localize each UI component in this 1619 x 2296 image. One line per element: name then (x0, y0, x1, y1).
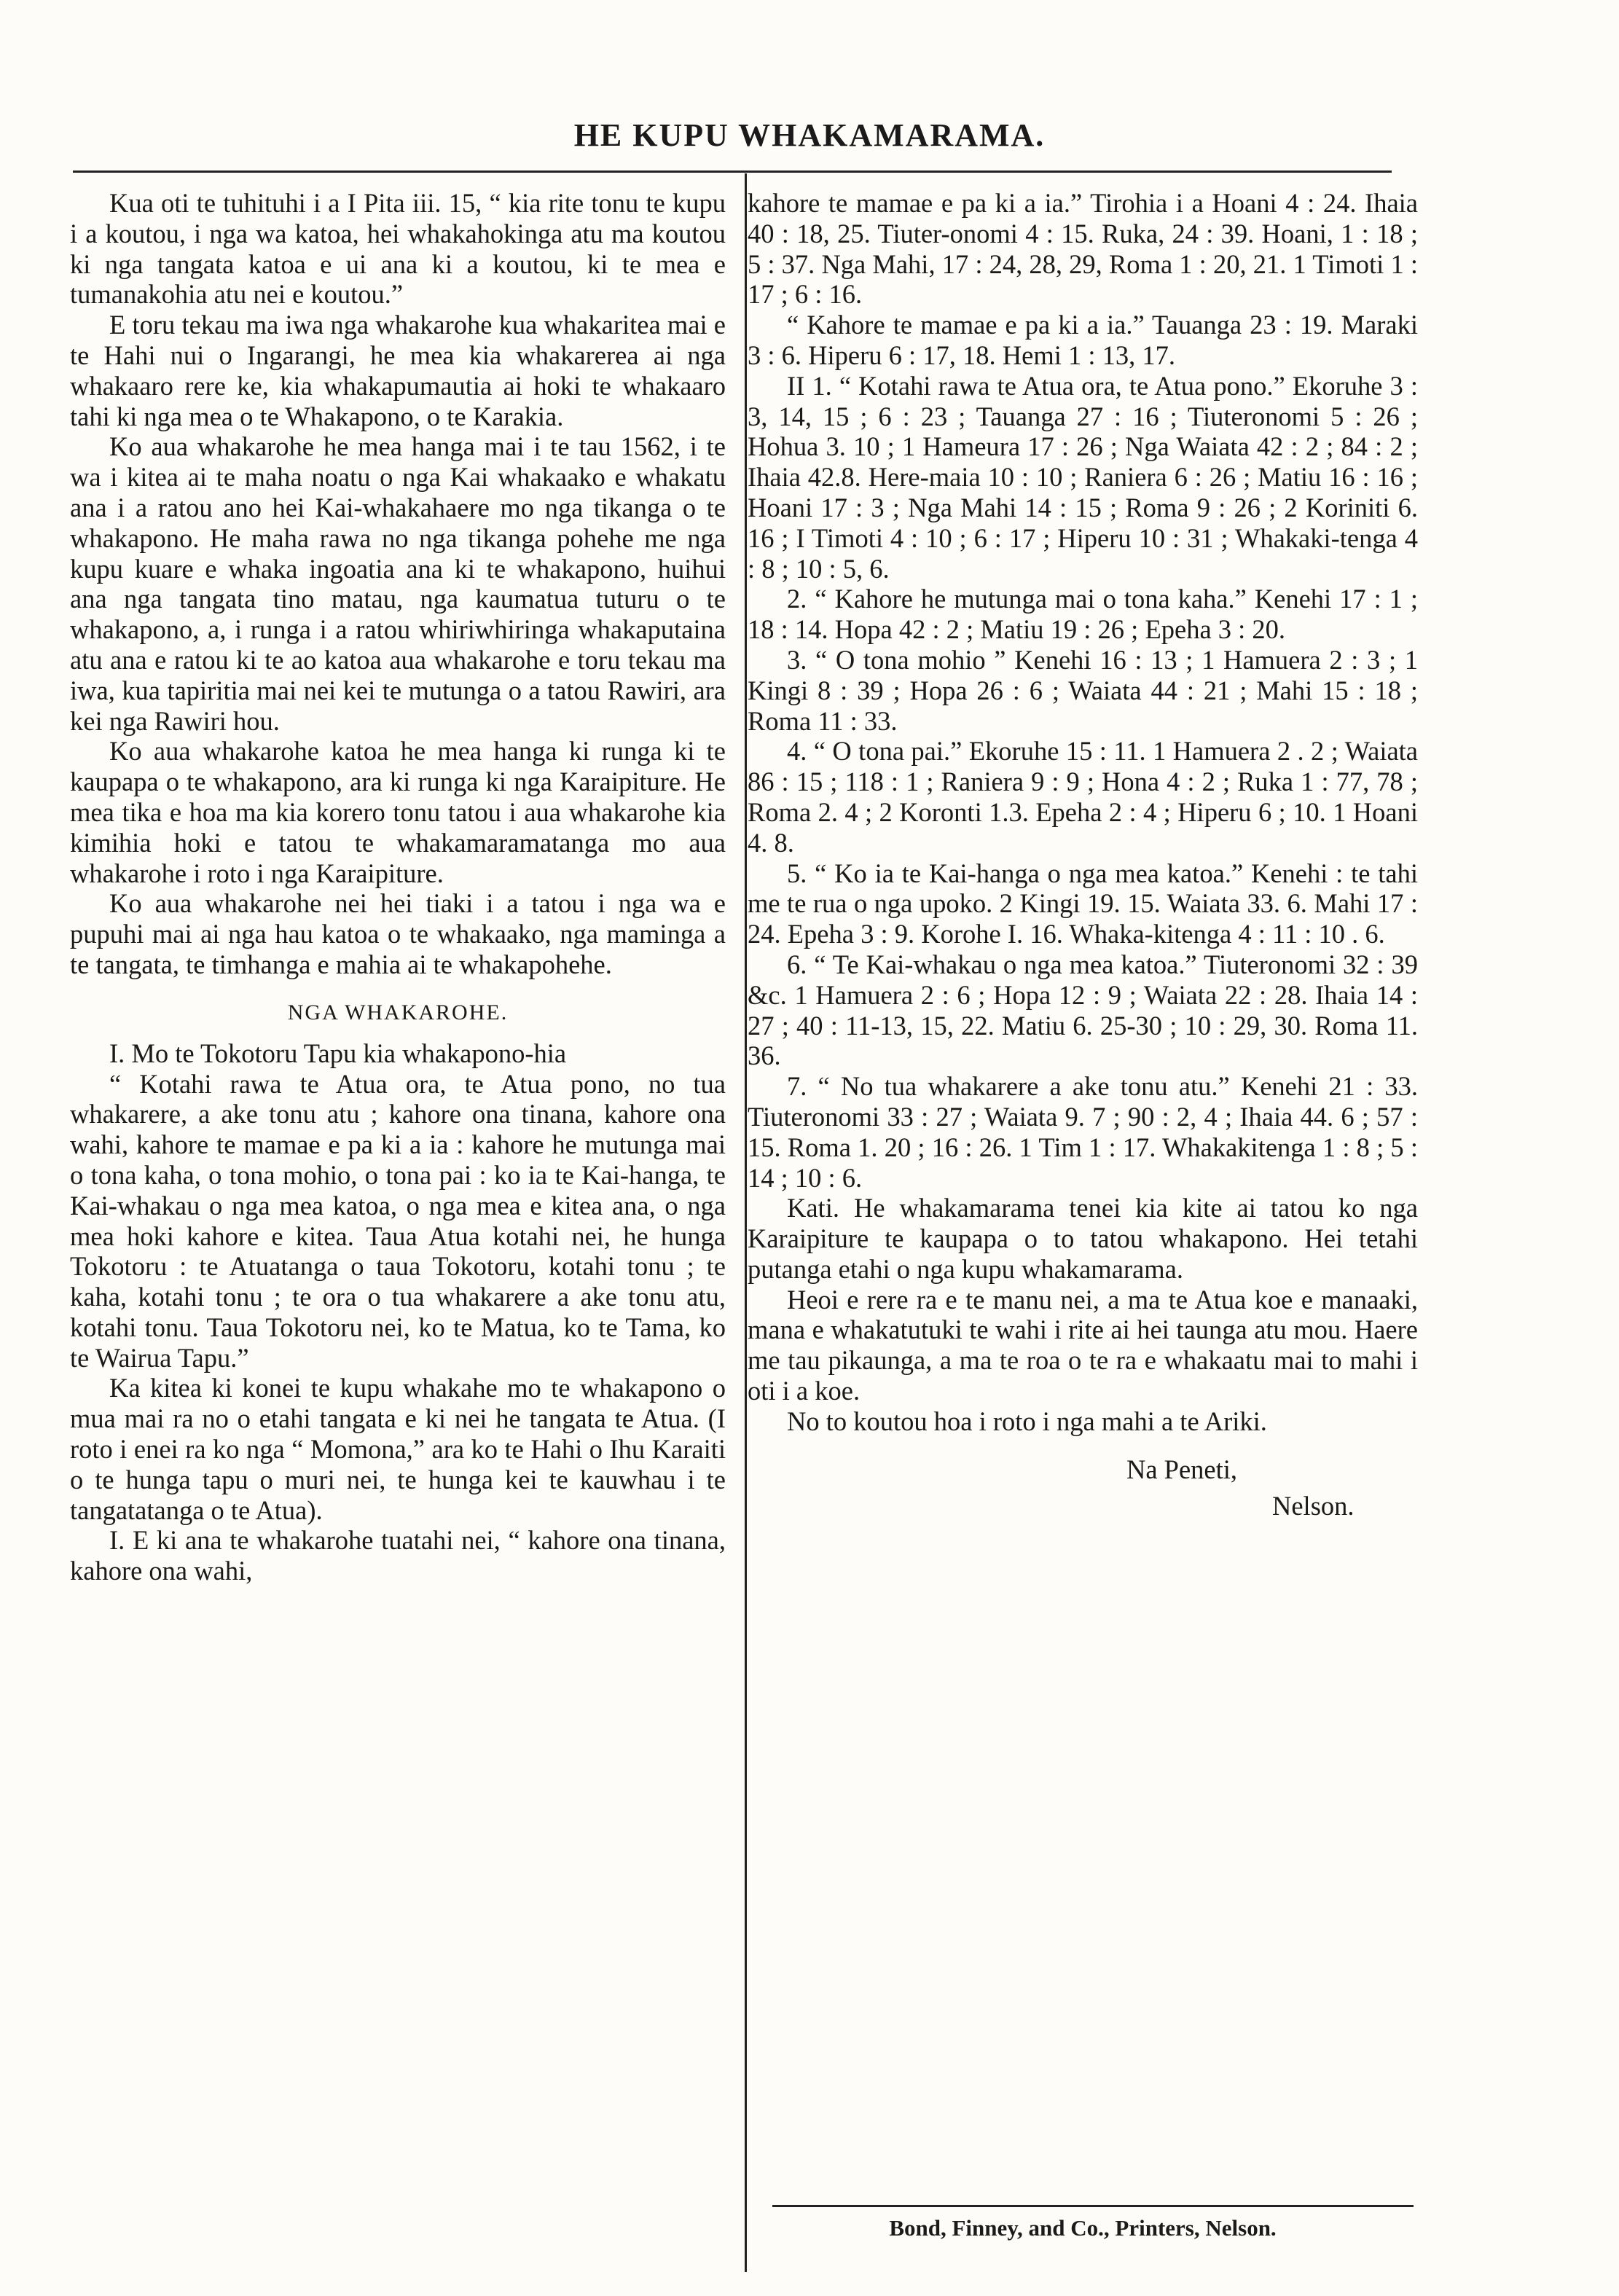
paragraph: I. Mo te Tokotoru Tapu kia whakapono-hia (109, 1038, 567, 1068)
paragraph: “ Kahore te mamae e pa ki a ia.” Tauanga 23 : 19. Maraki 3 : 6. Hiperu 6 : 17, 18. Hemi 1 : 13, 17. (748, 310, 1418, 370)
paragraph: “ Kotahi rawa te Atua ora, te Atua pono, no tua whakarere, a ake tonu atu ; kahore ona tinana, kahore ona wahi, kahore te mamae e pa ki a ia : kahore he mutunga mai o tona kaha, o tona mohio, o tona pai : ko ia te Kai-hanga, te Kai-whakau o nga mea katoa, o nga mea e kitea ana, o nga mea hoki kahore e kitea. Taua Atua kotahi nei, he hunga Tokotoru : te Atuatanga o taua Tokotoru, kotahi tonu ; te kaha, kotahi tonu ; te ora o tua whakarere a ake tonu atu, kotahi tonu. Taua Tokotoru nei, ko te Matua, ko te Tama, ko te Wairua Tapu.” (70, 1068, 726, 1373)
paragraph: Ko aua whakarohe he mea hanga mai i te tau 1562, i te wa i kitea ai te maha noatu o nga Kai whakaako e whakatu ana i a ratou ano hei Kai-whakahaere mo nga tikanga o te whakapono. He maha rawa no nga tikanga pohehe me nga kupu kuare e whaka ingoatia ana ki te whakapono, huihui ana nga tangata tino matau, nga kaumatua tuturu o te whakapono, a, i runga i a ratou whiriwhiringa whakaputaina atu ana e ratou ki te ao katoa aua whakarohe e toru tekau ma iwa, kua tapiritia mai nei kei te mutunga o a tatou Rawiri, ara kei nga Rawiri hou. (70, 431, 726, 736)
paragraph: Ko aua whakarohe katoa he mea hanga ki runga ki te kaupapa o te whakapono, ara ki runga ki nga Karaipiture. He mea tika e hoa ma kia korero tonu tatou i aua whakarohe kia kimihia hoki e tatou te whakamaramatanga mo aua whakarohe i roto i nga Karaipiture. (70, 736, 726, 888)
column-divider (745, 173, 747, 2272)
paragraph: E toru tekau ma iwa nga whakarohe kua whakaritea mai e te Hahi nui o Ingarangi, he mea kia whakarerea ai nga whakaaro rere ke, kia whakapumautia ai hoki te whakaaro tahi ki nga mea o te Whakapono, o te Karakia. (70, 310, 726, 431)
section-heading: NGA WHAKAROHE. (287, 1000, 509, 1024)
paragraph: Ko aua whakarohe nei hei tiaki i a tatou i nga wa e pupuhi mai ai nga hau katoa o te whakaako, nga maminga a te tangata, te timhanga e mahia ai te whakapohehe. (70, 888, 726, 979)
signature-name: Na Peneti, (1126, 1454, 1238, 1484)
signature-place: Nelson. (1272, 1490, 1355, 1521)
right-column (748, 188, 1418, 1524)
paragraph: 3. “ O tona mohio ” Kenehi 16 : 13 ; 1 Hamuera 2 : 3 ; 1 Kingi 8 : 39 ; Hopa 26 : 6 ; Waiata 44 : 21 ; Mahi 15 : 18 ; Roma 11 : 33. (748, 644, 1418, 736)
footer-rule (772, 2205, 1414, 2207)
left-column (70, 188, 726, 1586)
top-rule (73, 171, 1392, 173)
paragraph: II 1. “ Kotahi rawa te Atua ora, te Atua pono.” Ekoruhe 3 : 3, 14, 15 ; 6 : 23 ; Tauanga 27 : 16 ; Tiuteronomi 5 : 26 ; Hohua 3. 10 ; 1 Hameura 17 : 26 ; Nga Waiata 42 : 2 ; 84 : 2 ; Ihaia 42.8. Here-maia 10 : 10 ; Raniera 6 : 26 ; Matiu 16 : 16 ; Hoani 17 : 3 ; Nga Mahi 14 : 15 ; Roma 9 : 26 ; 2 Koriniti 6. 16 ; I Timoti 4 : 10 ; 6 : 17 ; Hiperu 10 : 31 ; Whakaki-tenga 4 : 8 ; 10 : 5, 6. (748, 370, 1418, 584)
paragraph: 5. “ Ko ia te Kai-hanga o nga mea katoa.” Kenehi : te tahi me te rua o nga upoko. 2 Kingi 19. 15. Waiata 33. 6. Mahi 17 : 24. Epeha 3 : 9. Korohe I. 16. Whaka-kitenga 4 : 11 : 10 . 6. (748, 858, 1418, 949)
printer-imprint: Bond, Finney, and Co., Printers, Nelson. (889, 2215, 1277, 2241)
paragraph: 4. “ O tona pai.” Ekoruhe 15 : 11. 1 Hamuera 2 . 2 ; Waiata 86 : 15 ; 118 : 1 ; Raniera 9 : 9 ; Hona 4 : 2 ; Ruka 1 : 77, 78 ; Roma 2. 4 ; 2 Koronti 1.3. Epeha 2 : 4 ; Hiperu 6 ; 10. 1 Hoani 4. 8. (748, 736, 1418, 858)
paragraph: 2. “ Kahore he mutunga mai o tona kaha.” Kenehi 17 : 1 ; 18 : 14. Hopa 42 : 2 ; Matiu 19 : 26 ; Epeha 3 : 20. (748, 584, 1418, 645)
paragraph: No to koutou hoa i roto i nga mahi a te Ariki. (787, 1406, 1267, 1436)
signature-block (748, 1451, 1418, 1524)
paragraph: Heoi e rere ra e te manu nei, a ma te Atua koe e manaaki, mana e whakatutuki te wahi i rite ai hei taunga atu mou. Haere me tau pikaunga, a ma te roa o te ra e whakaatu mai to mahi i oti i a koe. (748, 1284, 1418, 1406)
paragraph: 7. “ No tua whakarere a ake tonu atu.” Kenehi 21 : 33. Tiuteronomi 33 : 27 ; Waiata 9. 7 ; 90 : 2, 4 ; Ihaia 44. 6 ; 57 : 15. Roma 1. 20 ; 16 : 26. 1 Tim 1 : 17. Whakakitenga 1 : 8 ; 5 : 14 ; 10 : 6. (748, 1071, 1418, 1193)
paragraph: Kua oti te tuhituhi i a I Pita iii. 15, “ kia rite tonu te kupu i a koutou, i nga wa katoa, hei whakahokinga atu ma koutou ki nga tangata katoa e ui ana ki a koutou, ki te mea e tumanakohia atu nei e koutou.” (70, 188, 726, 310)
page-title: HE KUPU WHAKAMARAMA. (573, 117, 1046, 153)
paragraph: kahore te mamae e pa ki a ia.” Tirohia i a Hoani 4 : 24. Ihaia 40 : 18, 25. Tiuter-onomi 4 : 15. Ruka, 24 : 39. Hoani, 1 : 18 ; 5 : 37. Nga Mahi, 17 : 24, 28, 29, Roma 1 : 20, 21. 1 Timoti 1 : 17 ; 6 : 16. (748, 188, 1418, 310)
paragraph: I. E ki ana te whakarohe tuatahi nei, “ kahore ona tinana, kahore ona wahi, (70, 1525, 726, 1586)
paragraph: 6. “ Te Kai-whakau o nga mea katoa.” Tiuteronomi 32 : 39 &c. 1 Hamuera 2 : 6 ; Hopa 12 : 9 ; Waiata 22 : 28. Ihaia 14 : 27 ; 40 : 11-13, 15, 22. Matiu 6. 25-30 ; 10 : 29, 30. Roma 11. 36. (748, 949, 1418, 1071)
paragraph: Kati. He whakamarama tenei kia kite ai tatou ko nga Karaipiture te kaupapa o to tatou whakapono. Hei tetahi putanga etahi o nga kupu whakamarama. (748, 1193, 1418, 1284)
paragraph: Ka kitea ki konei te kupu whakahe mo te whakapono o mua mai ra no o etahi tangata e ki nei he tangata te Atua. (I roto i enei ra ko nga “ Momona,” ara ko te Hahi o Ihu Karaiti o te hunga tapu o muri nei, te hunga kei te kauwhau i te tangatatanga o te Atua). (70, 1373, 726, 1525)
